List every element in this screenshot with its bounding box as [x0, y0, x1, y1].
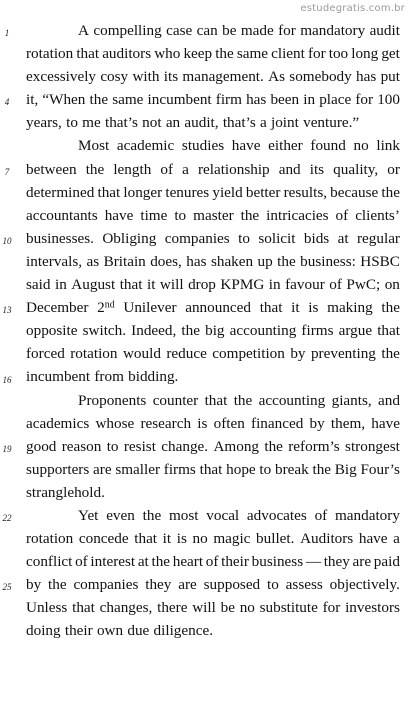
- word: to: [66, 114, 78, 132]
- text-line: [26, 527, 400, 550]
- word: compelling: [93, 22, 162, 39]
- word: announced: [185, 299, 251, 317]
- word: that: [72, 599, 95, 617]
- word: assess: [285, 576, 323, 594]
- text-line: [26, 250, 400, 273]
- word: of: [329, 276, 342, 294]
- word: in: [303, 91, 316, 109]
- word: rotation: [70, 345, 118, 363]
- word: a: [393, 530, 400, 548]
- word: up: [257, 252, 273, 270]
- word: concede: [78, 530, 129, 548]
- word: it,: [26, 91, 39, 109]
- word: them,: [330, 414, 366, 432]
- word: of: [314, 506, 328, 524]
- text-line: [26, 65, 400, 88]
- word: there: [157, 599, 188, 617]
- word: research: [140, 414, 192, 432]
- word: are: [93, 460, 112, 478]
- word: that: [134, 530, 158, 548]
- word: that: [76, 45, 100, 63]
- word: it: [162, 530, 172, 548]
- word: paid: [373, 553, 400, 571]
- word: supporters: [26, 460, 90, 478]
- word: for: [322, 599, 341, 617]
- word: between: [26, 160, 77, 178]
- word: too: [328, 45, 349, 63]
- word: with: [132, 68, 160, 86]
- word: most: [168, 506, 199, 524]
- text-line: [26, 134, 400, 157]
- word: switch.: [82, 322, 127, 340]
- word: length: [113, 160, 152, 178]
- word: years,: [26, 114, 62, 132]
- word: argue: [338, 322, 373, 340]
- word: place: [319, 91, 352, 109]
- word: that: [199, 460, 223, 478]
- text-line: [26, 619, 400, 642]
- line-number: 13: [2, 305, 12, 316]
- word: reduce: [166, 345, 207, 363]
- word: conflict: [26, 553, 73, 571]
- text-line: [26, 111, 400, 134]
- word: rotation: [26, 530, 74, 548]
- word: at: [337, 229, 349, 247]
- word: or: [387, 160, 400, 178]
- word: Britain: [103, 252, 146, 270]
- word: been: [270, 91, 300, 109]
- word: competition: [212, 345, 285, 363]
- word: relationship: [197, 160, 270, 178]
- word: has: [246, 91, 267, 109]
- word: vocal: [206, 506, 240, 524]
- word: for: [307, 45, 326, 63]
- word: Big: [334, 460, 357, 478]
- word: KPMG: [220, 276, 265, 294]
- word: due: [127, 622, 150, 640]
- word: the: [233, 391, 253, 409]
- word: “When: [42, 91, 86, 109]
- word: bids: [303, 229, 330, 247]
- word: incumbent: [147, 91, 212, 109]
- line-number: 10: [2, 235, 12, 246]
- word: big: [205, 322, 225, 340]
- word: business:: [300, 252, 356, 270]
- text-line: [26, 88, 400, 111]
- word: to: [238, 229, 250, 247]
- text-line: [26, 550, 400, 573]
- word: regular: [356, 229, 400, 247]
- word: Four’s: [360, 460, 400, 478]
- word: interest: [90, 553, 136, 571]
- text-line: [26, 365, 400, 388]
- word: magic: [213, 530, 251, 548]
- line-number: 4: [4, 97, 10, 108]
- word: of: [205, 553, 219, 571]
- line-number: 7: [4, 166, 10, 177]
- word: the: [240, 206, 260, 224]
- word: rotation: [26, 45, 74, 63]
- word: as: [86, 252, 100, 270]
- word: have: [371, 414, 400, 432]
- word: the: [215, 45, 234, 63]
- word: advocates: [246, 506, 307, 524]
- word: the: [85, 160, 105, 178]
- word: cosy: [100, 68, 129, 86]
- word: same: [236, 45, 269, 63]
- text-line: [26, 158, 400, 181]
- word: that: [377, 322, 400, 340]
- word: and: [278, 160, 301, 178]
- word: mandatory: [334, 506, 400, 524]
- word: Yet: [78, 506, 99, 524]
- word: to: [267, 576, 279, 594]
- word: found: [310, 137, 346, 155]
- word: master: [193, 206, 234, 224]
- word: has: [186, 252, 207, 270]
- word: mandatory: [300, 22, 366, 39]
- word: has: [356, 68, 377, 86]
- word: quality,: [333, 160, 379, 178]
- word: the: [89, 91, 109, 109]
- word: Auditors: [300, 530, 354, 548]
- word: heart: [172, 553, 204, 571]
- word: determined: [26, 183, 95, 201]
- word: results,: [283, 183, 328, 201]
- word: for: [278, 22, 296, 39]
- word: HSBC: [360, 252, 400, 270]
- word: solicit: [258, 229, 296, 247]
- word: in: [268, 276, 281, 294]
- word: put: [380, 68, 400, 86]
- word: its: [309, 160, 325, 178]
- text-line: [26, 227, 400, 250]
- word: firm: [215, 91, 242, 109]
- word: businesses.: [26, 229, 94, 247]
- word: it: [146, 276, 156, 294]
- text-line: [26, 435, 400, 458]
- word: 100: [377, 91, 400, 109]
- word: bidding.: [128, 368, 179, 386]
- word: Proponents: [78, 391, 147, 409]
- word: be: [222, 22, 237, 39]
- word: it: [291, 299, 300, 317]
- word: August: [71, 276, 116, 294]
- word: venture.”: [303, 114, 360, 132]
- word: to: [174, 206, 187, 224]
- word: would: [122, 345, 161, 363]
- word: shaken: [210, 252, 254, 270]
- word: the: [48, 576, 67, 594]
- word: change.: [161, 437, 209, 455]
- word: drop: [188, 276, 216, 294]
- word: longer: [123, 183, 163, 201]
- word: management.: [182, 68, 264, 86]
- word: get: [381, 45, 400, 63]
- word: in: [54, 276, 67, 294]
- word: favour: [285, 276, 325, 294]
- word: business: [251, 553, 304, 571]
- word: bullet.: [256, 530, 295, 548]
- word: accounting: [258, 391, 326, 409]
- text-line: [26, 596, 400, 619]
- text-line: [26, 573, 400, 596]
- line-number: 19: [2, 443, 12, 454]
- word: making: [327, 299, 373, 317]
- word: forced: [26, 345, 65, 363]
- word: good: [26, 437, 57, 455]
- word: the: [264, 437, 283, 455]
- word: even: [106, 506, 135, 524]
- word: —: [305, 553, 321, 571]
- word: resist: [123, 437, 156, 455]
- word: substitute: [259, 599, 318, 617]
- word: yield: [212, 183, 243, 201]
- cut-off-footer: [300, 711, 400, 719]
- word: will: [159, 276, 184, 294]
- line-number: 22: [2, 513, 12, 524]
- word: hope: [226, 460, 256, 478]
- word: on: [384, 276, 400, 294]
- word: Indeed,: [131, 322, 177, 340]
- word: break: [274, 460, 309, 478]
- word: A: [78, 22, 89, 39]
- word: will: [192, 599, 216, 617]
- word: the: [381, 345, 400, 363]
- word: from: [94, 368, 124, 386]
- word: keep: [183, 45, 213, 63]
- word: that: [119, 276, 143, 294]
- word: reason: [61, 437, 102, 455]
- word: the: [151, 553, 171, 571]
- word: Among: [213, 437, 259, 455]
- word: be: [220, 599, 235, 617]
- word: that: [204, 391, 228, 409]
- word: link: [376, 137, 400, 155]
- word: made: [240, 22, 274, 39]
- word: they: [145, 576, 172, 594]
- word: joint: [270, 114, 299, 132]
- word: who: [154, 45, 181, 63]
- word: auditors: [102, 45, 152, 63]
- word: does,: [150, 252, 182, 270]
- word: the: [142, 506, 162, 524]
- word: to: [259, 460, 272, 478]
- word: audit: [369, 22, 400, 39]
- word: have: [358, 530, 388, 548]
- word: doing: [26, 622, 61, 640]
- word: the: [181, 322, 200, 340]
- text-line: [26, 296, 400, 319]
- word: are: [352, 553, 372, 571]
- word: firms: [163, 460, 196, 478]
- word: by: [309, 414, 325, 432]
- word: can: [196, 22, 218, 39]
- word: time: [140, 206, 168, 224]
- article-body: [26, 19, 400, 643]
- word: preventing: [310, 345, 376, 363]
- word: firms: [301, 322, 334, 340]
- word: opposite: [26, 322, 78, 340]
- word: stranglehold.: [26, 483, 105, 501]
- word: counter: [152, 391, 199, 409]
- word: incumbent: [26, 368, 91, 386]
- word: Unless: [26, 599, 68, 617]
- word: often: [213, 414, 245, 432]
- word: me: [82, 114, 101, 132]
- word: of: [335, 206, 349, 224]
- text-line: [26, 204, 400, 227]
- word: said: [26, 276, 51, 294]
- word: to: [106, 437, 119, 455]
- text-line: [26, 458, 400, 481]
- text-line: [26, 342, 400, 365]
- word: for: [355, 91, 374, 109]
- word: at: [137, 553, 149, 571]
- word: the: [381, 183, 400, 201]
- word: not: [142, 114, 162, 132]
- word: diligence.: [153, 622, 214, 640]
- word: Most: [78, 137, 110, 155]
- word: financed: [251, 414, 304, 432]
- word: their: [64, 622, 93, 640]
- word: intervals,: [26, 252, 83, 270]
- word: and: [378, 391, 400, 409]
- word: of: [75, 553, 88, 571]
- word: audit,: [184, 114, 219, 132]
- word: long: [351, 45, 379, 63]
- word: they: [323, 553, 350, 571]
- word: are: [178, 576, 197, 594]
- word: is: [308, 299, 319, 317]
- word: no: [239, 599, 255, 617]
- word: changes,: [99, 599, 153, 617]
- line-number: 25: [2, 582, 12, 593]
- word: have: [104, 206, 134, 224]
- word: accounting: [229, 322, 297, 340]
- line-number: 1: [4, 28, 10, 38]
- word: 2nd: [97, 299, 115, 317]
- word: supposed: [203, 576, 261, 594]
- text-line: [26, 319, 400, 342]
- word: intricacies: [266, 206, 329, 224]
- word: companies: [73, 576, 139, 594]
- word: academics: [26, 414, 90, 432]
- word: better: [245, 183, 281, 201]
- text-line: [26, 181, 400, 204]
- word: is: [197, 414, 208, 432]
- text-line: [26, 19, 400, 42]
- word: its: [163, 68, 179, 86]
- word: by: [290, 345, 306, 363]
- word: no: [353, 137, 369, 155]
- word: that: [97, 183, 121, 201]
- text-line: [26, 412, 400, 435]
- word: same: [112, 91, 144, 109]
- word: is: [176, 530, 187, 548]
- word: a: [182, 160, 189, 178]
- word: a: [259, 114, 267, 132]
- text-line: [26, 273, 400, 296]
- text-line: [26, 481, 400, 504]
- word: strongest: [345, 437, 400, 455]
- word: of: [160, 160, 174, 178]
- line-number: 16: [2, 374, 12, 385]
- word: PwC;: [346, 276, 381, 294]
- text-line: [26, 42, 400, 65]
- word: that’s: [222, 114, 256, 132]
- word: the: [312, 460, 332, 478]
- word: that’s: [104, 114, 138, 132]
- word: own: [96, 622, 124, 640]
- word: studies: [181, 137, 225, 155]
- word: giants,: [331, 391, 372, 409]
- word: their: [221, 553, 249, 571]
- word: have: [231, 137, 261, 155]
- word: December: [26, 299, 89, 317]
- word: the: [277, 252, 296, 270]
- word: Obliging: [102, 229, 157, 247]
- word: case: [166, 22, 193, 39]
- word: by: [26, 576, 42, 594]
- text-line: [26, 504, 400, 527]
- word: client: [271, 45, 305, 63]
- word: academic: [116, 137, 175, 155]
- word: the: [381, 299, 400, 317]
- word: clients’: [355, 206, 400, 224]
- watermark: estudegratis.com.br: [300, 3, 405, 14]
- word: that: [259, 299, 283, 317]
- word: objectively.: [329, 576, 400, 594]
- word: an: [165, 114, 181, 132]
- word: somebody: [289, 68, 352, 86]
- word: either: [268, 137, 303, 155]
- word: companies: [164, 229, 230, 247]
- word: As: [268, 68, 285, 86]
- word: tenures: [165, 183, 210, 201]
- word: reform’s: [288, 437, 340, 455]
- word: excessively: [26, 68, 97, 86]
- word: investors: [345, 599, 400, 617]
- word: accountants: [26, 206, 98, 224]
- word: because: [330, 183, 379, 201]
- word: whose: [95, 414, 135, 432]
- word: smaller: [115, 460, 161, 478]
- word: no: [192, 530, 208, 548]
- text-line: [26, 389, 400, 412]
- word: Unilever: [123, 299, 177, 317]
